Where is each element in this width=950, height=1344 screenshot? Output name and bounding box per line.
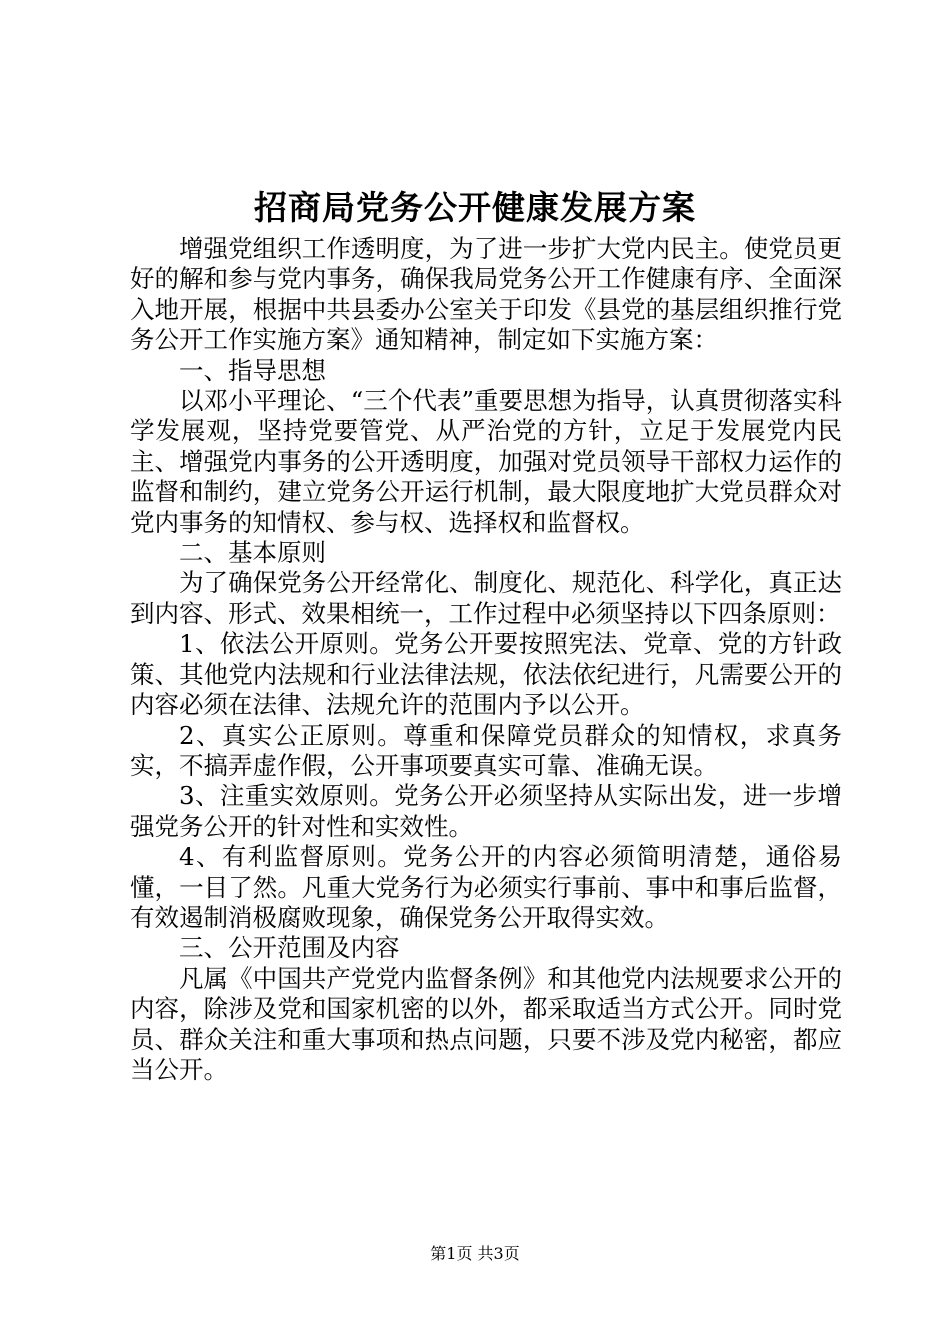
section-heading-basic-principles: 二、基本原则 [179, 538, 326, 568]
page-footer: 第1页 共3页 [430, 1244, 520, 1263]
paragraph-intro: 增强党组织工作透明度，为了进一步扩大党内民主。使党员更好的解和参与党内事务，确保我局党务公开工作健康有序、全面深入地开展，根据中共县委办公室关于印发《县党的基层组织推行党务公开工作实施方案》通知精神，制定如下实施方案： [130, 234, 842, 355]
section-heading-guiding-ideology: 一、指导思想 [179, 355, 326, 385]
paragraph-scope: 凡属《中国共产党党内监督条例》和其他党内法规要求公开的内容，除涉及党和国家机密的以外，都采取适当方式公开。同时党员、群众关注和重大事项和热点问题，只要不涉及党内秘密，都应当公开。 [130, 963, 842, 1084]
paragraph-basic-principles: 为了确保党务公开经常化、制度化、规范化、科学化，真正达到内容、形式、效果相统一，工作过程中必须坚持以下四条原则： [130, 568, 842, 628]
document-title: 招商局党务公开健康发展方案 [254, 188, 696, 227]
principle-item-2: 2、真实公正原则。尊重和保障党员群众的知情权，求真务实，不搞弄虚作假，公开事项要真实可靠、准确无误。 [130, 720, 842, 780]
principle-item-1: 1、依法公开原则。党务公开要按照宪法、党章、党的方针政策、其他党内法规和行业法律法规，依法依纪进行，凡需要公开的内容必须在法律、法规允许的范围内予以公开。 [130, 629, 842, 720]
document-body [130, 234, 842, 1085]
principle-item-4: 4、有利监督原则。党务公开的内容必须简明清楚，通俗易懂，一目了然。凡重大党务行为必须实行事前、事中和事后监督，有效遏制消极腐败现象，确保党务公开取得实效。 [130, 842, 842, 932]
principle-item-3: 3、注重实效原则。党务公开必须坚持从实际出发，进一步增强党务公开的针对性和实效性。 [130, 781, 842, 841]
paragraph-guiding-ideology: 以邓小平理论、“三个代表”重要思想为指导，认真贯彻落实科学发展观，坚持党要管党、从严治党的方针，立足于发展党内民主、增强党内事务的公开透明度，加强对党员领导干部权力运作的监督和制约，建立党务公开运行机制，最大限度地扩大党员群众对党内事务的知情权、参与权、选择权和监督权。 [130, 386, 842, 537]
section-heading-scope: 三、公开范围及内容 [179, 933, 400, 963]
